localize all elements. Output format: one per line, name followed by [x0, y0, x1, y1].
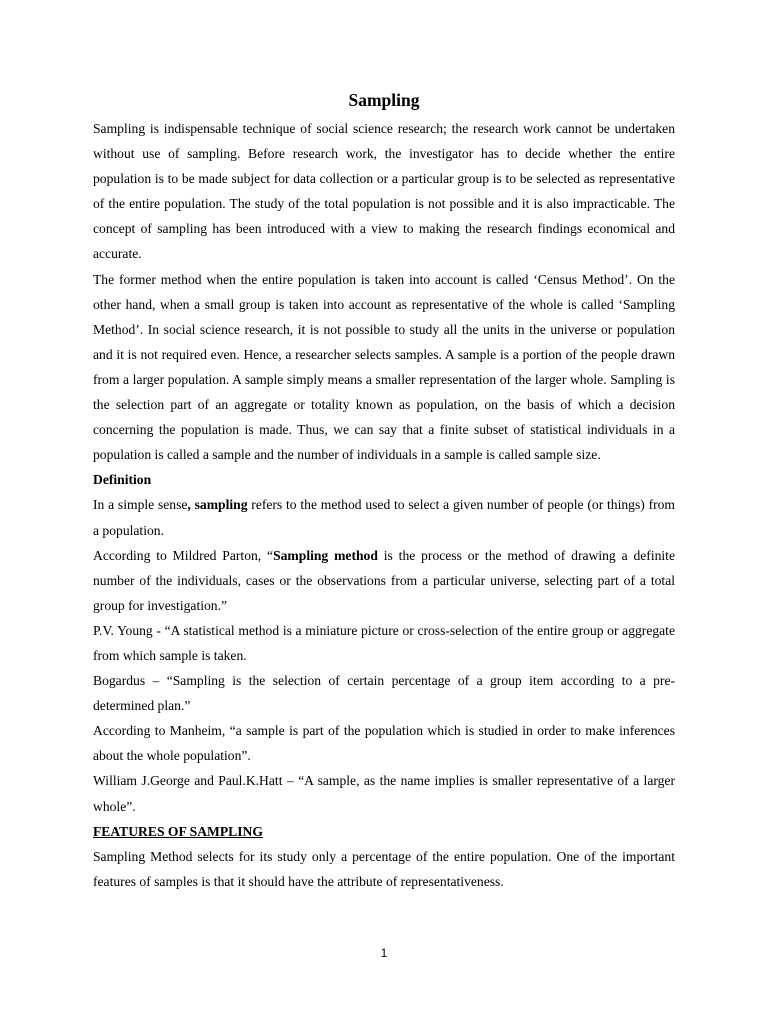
definition-parton-text-before: According to Mildred Parton, “	[93, 547, 274, 563]
definition-young: P.V. Young - “A statistical method is a miniature picture or cross-selection of the entire group or aggregate from which sample is taken.	[93, 622, 675, 663]
definition-heading: Definition	[93, 472, 152, 488]
definition-simple-text-before: In a simple sense	[93, 497, 188, 513]
definition-bogardus	[93, 668, 675, 718]
definition-simple-term: , sampling	[187, 497, 248, 513]
definition-parton-text-after: is the process or the method of drawing a definite number of the individuals, cases or the observations from a particular universe, selecting part of a total group for investigation.”	[93, 547, 675, 613]
page-number: 1	[380, 946, 388, 960]
definition-bogardus-line2: determined plan.”	[93, 698, 191, 714]
definition-manheim: According to Manheim, “a sample is part of the population which is studied in order to make inferences about the whole population”.	[93, 723, 675, 764]
features-paragraph: Sampling Method selects for its study only a percentage of the entire population. One of the important features of samples is that it should have the attribute of representativeness.	[93, 848, 675, 889]
definition-simple-sense	[93, 492, 675, 542]
definition-simple-text-after: refers to the method used to select a given number of people (or things) from a population.	[93, 497, 675, 538]
document-page	[93, 84, 675, 894]
census-paragraph: The former method when the entire population is taken into account is called ‘Census Method’. On the other hand, when a small group is taken into account as representative of the whole is called ‘Sampling Method’. In social science research, it is not possible to study all the units in the universe or population and it is not required even. Hence, a researcher selects samples. A sample is a portion of the people drawn from a larger population. A sample simply means a smaller representation of the larger whole. Sampling is the selection part of an aggregate or totality known as population, on the basis of which a decision concerning the population is made. Thus, we can say that a finite subset of statistical individuals in a population is called a sample and the number of individuals in a sample is called sample size.	[93, 271, 675, 463]
page-title: Sampling	[348, 90, 420, 110]
features-heading: FEATURES OF SAMPLING	[93, 823, 263, 839]
definition-parton	[93, 543, 675, 618]
intro-paragraph: Sampling is indispensable technique of social science research; the research work cannot be undertaken without use of sampling. Before research work, the investigator has to decide whether the entire population is to be made subject for data collection or a particular group is to be selected as representative of the entire population. The study of the total population is not possible and it is also impracticable. The concept of sampling has been introduced with a view to making the research findings economical and accurate.	[93, 121, 675, 262]
definition-goode-hatt: William J.George and Paul.K.Hatt – “A sample, as the name implies is smaller representative of a larger whole”.	[93, 773, 675, 814]
definition-bogardus-line1: Bogardus – “Sampling is the selection of certain percentage of a group item according to a pre-	[93, 673, 675, 689]
definition-parton-term: Sampling method	[273, 547, 378, 563]
